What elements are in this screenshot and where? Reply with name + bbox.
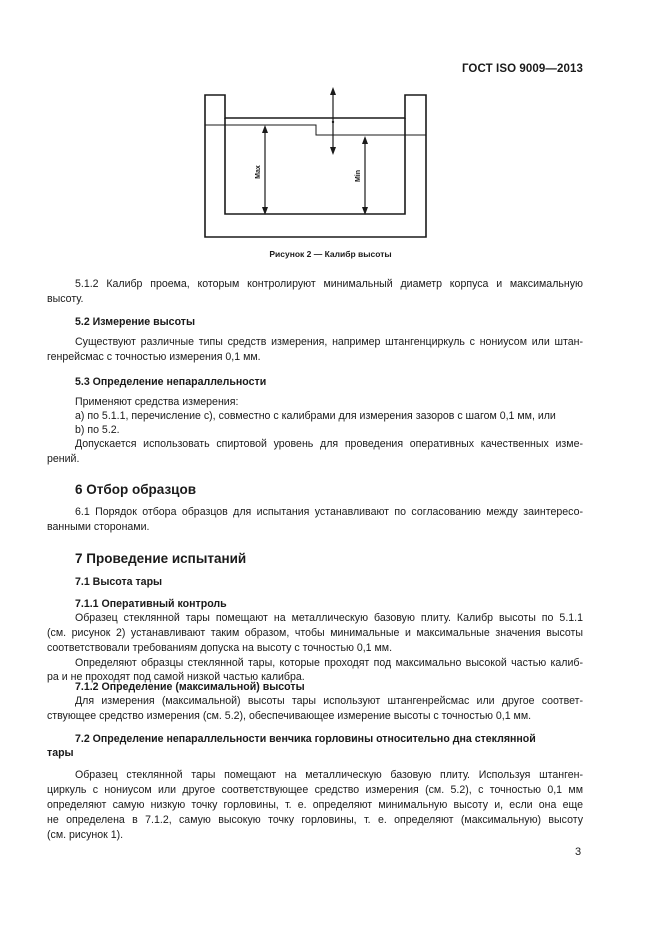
heading-7: 7 Проведение испытаний [75,551,247,566]
max-label: Max [255,165,262,179]
paragraph-7-1-2-line1: Для измерения (максимальной) высоты тары используют штангенрейсмас или другое соответ- [75,695,583,707]
gauge-outer-frame [205,95,426,237]
figure-caption: Рисунок 2 — Калибр высоты [269,249,392,259]
paragraph-7-2-line1: Образец стеклянной тары помещают на металлическую базовую плиту. Используя штанген- [75,769,583,781]
paragraph-7-1-1-line1: Образец стеклянной тары помещают на металлическую базовую плиту. Калибр высоты по 5.1.1 [75,612,583,624]
paragraph-6-1-line1: 6.1 Порядок отбора образцов для испытания устанавливают по согласованию между заинтересо- [75,506,583,518]
paragraph-5-3-intro: Применяют средства измерения: [75,396,239,408]
paragraph-7-2-line3: определяют самую низкую точку горловины, т. е. определяют минимальную высоту и, если она еще [47,799,583,811]
paragraph-5-1-2-line1: 5.1.2 Калибр проема, которым контролируют минимальный диаметр корпуса и максимальную [75,278,583,290]
heading-7-1-2: 7.1.2 Определение (максимальной) высоты [75,681,305,693]
paragraph-7-1-1-line3: соответствовали требованиям допуска на высоту с точностью 0,1 мм. [47,642,393,654]
heading-6: 6 Отбор образцов [75,482,197,497]
paragraph-5-3-line2: рений. [47,453,80,465]
page-number: 3 [575,846,582,858]
heading-7-1-1: 7.1.1 Оперативный контроль [75,598,227,610]
heading-7-2-line1: 7.2 Определение непараллельности венчика горловины относительно дна стеклянной [75,733,536,745]
heading-7-2-line2: тары [47,747,74,759]
paragraph-7-2-line5: (см. рисунок 1). [47,829,124,841]
gauge-inner-line [225,118,405,214]
paragraph-7-1-1-line2: (см. рисунок 2) устанавливают таким образом, чтобы минимальные и максимальные значения высоты [47,627,583,639]
paragraph-7-2-line2: циркуль с нониусом или другое соответствующее средство измерения (см. 5.2), с точностью 0,1 мм [47,784,583,796]
paragraph-7-1-1b-line2: ра и не проходят под самой низкой частью калибра. [47,671,305,683]
paragraph-5-1-2-line2: высоту. [47,293,84,305]
list-item-b: b) по 5.2. [75,424,120,436]
list-item-a: a) по 5.1.1, перечисление c), совместно с калибрами для измерения зазоров с шагом 0,1 мм, или [75,410,556,422]
standard-number: ГОСТ ISO 9009—2013 [461,63,583,75]
paragraph-7-1-1b-line1: Определяют образцы стеклянной тары, которые проходят под максимально высокой частью калиб- [75,657,583,669]
paragraph-7-2-line4: не определена в 7.1.2, самую высокую точку горловины, т. е. определяют (максимальную) высоту [47,814,583,826]
min-label: Min [355,169,362,183]
paragraph-5-3-line1: Допускается использовать спиртовой уровень для проведения оперативных качественных изме- [75,438,583,450]
paragraph-6-1-line2: ванными сторонами. [47,521,150,533]
heading-7-1: 7.1 Высота тары [75,576,163,588]
heading-5-2: 5.2 Измерение высоты [75,316,196,328]
paragraph-5-2-line2: генрейсмас с точностью измерения 0,1 мм. [47,351,261,363]
gauge-step-line [205,125,426,135]
paragraph-5-2-line1: Существуют различные типы средств измерения, например штангенциркуль с нониусом или штан- [75,336,583,348]
paragraph-7-1-2-line2: ствующее средство измерения (см. 5.2), обеспечивающее измерение высоты с точностью 0,1 мм. [47,710,532,722]
height-gauge-figure [0,0,661,270]
heading-5-3: 5.3 Определение непараллельности [75,376,267,388]
